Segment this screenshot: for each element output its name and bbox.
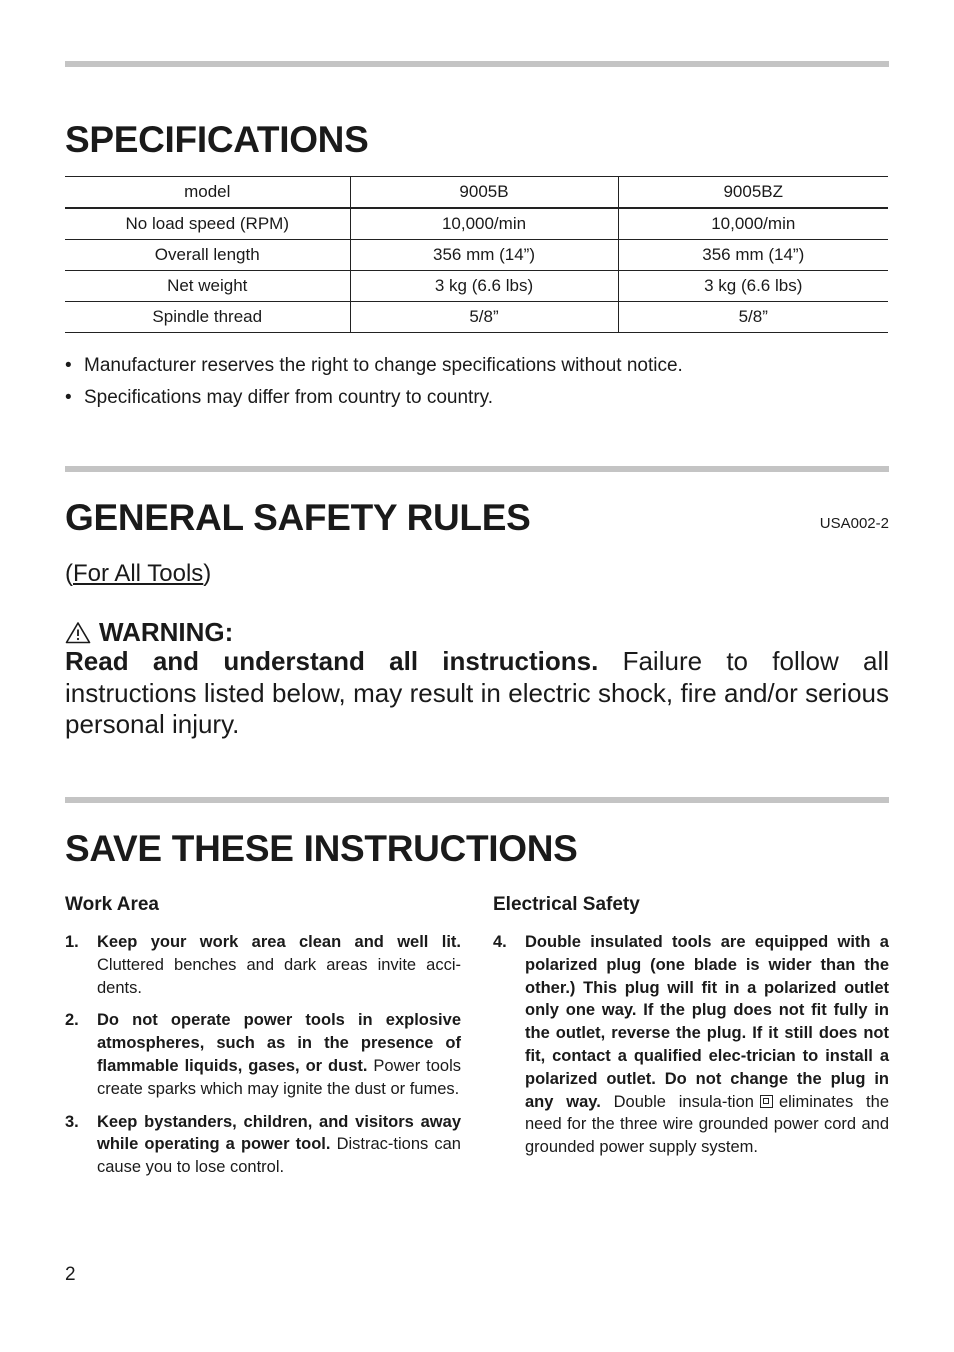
general-safety-subtitle [65, 560, 211, 588]
table-cell: 10,000/min [350, 208, 618, 240]
item-text [97, 931, 461, 999]
save-instructions-title: SAVE THESE INSTRUCTIONS [65, 828, 578, 869]
table-cell: 3 kg (6.6 lbs) [618, 271, 888, 302]
table-cell: Spindle thread [65, 302, 350, 333]
table-cell: 10,000/min [618, 208, 888, 240]
table-header-cell: model [65, 177, 350, 209]
table-row [65, 302, 888, 333]
work-area-column [65, 892, 461, 1189]
specifications-table [65, 176, 888, 333]
paren-close: ) [203, 560, 212, 587]
subtitle-text: For All Tools [73, 560, 204, 587]
section-divider [65, 797, 889, 803]
table-header-cell: 9005B [350, 177, 618, 209]
item-body-text: Distrac-tions can cause you to lose control. [97, 1135, 461, 1177]
list-item [65, 1111, 461, 1179]
table-cell: 5/8” [618, 302, 888, 333]
item-number: 2. [65, 1011, 79, 1030]
warning-text [65, 646, 889, 741]
page-number: 2 [65, 1264, 76, 1285]
warning-bold-text: Read and understand all instructions. [65, 646, 599, 676]
note-text: Manufacturer reserves the right to change specifications without notice. [84, 355, 683, 376]
work-area-heading: Work Area [65, 894, 159, 915]
list-item [65, 352, 889, 384]
warning-body-text: Failure to follow all instructions listed below, may result in electric shock, fire and/or serious personal injury. [65, 646, 889, 739]
list-item [65, 384, 889, 416]
item-body-text: Double insula-tion [600, 1092, 754, 1111]
item-bold-text: Do not operate power tools in explosive atmospheres, such as in the presence of flammable liquids, gases, or dust. [97, 1011, 461, 1075]
item-body-text: Power tools create sparks which may ignite the dust or fumes. [97, 1056, 461, 1098]
item-body-text: eliminates the need for the three wire grounded power cord and grounded power supply system. [525, 1092, 889, 1157]
table-cell: No load speed (RPM) [65, 208, 350, 240]
item-number: 4. [493, 933, 507, 951]
table-cell: 5/8” [350, 302, 618, 333]
item-text [97, 1009, 461, 1100]
double-insulation-icon [760, 1095, 773, 1108]
note-text: Specifications may differ from country to country. [84, 387, 494, 408]
item-bold-text: Keep bystanders, children, and visitors away while operating a power tool. [97, 1112, 461, 1154]
table-cell: 3 kg (6.6 lbs) [350, 271, 618, 302]
warning-label: WARNING: [99, 617, 234, 647]
paren-open: ( [65, 560, 73, 587]
item-number: 3. [65, 1112, 79, 1131]
warning-heading [65, 617, 233, 648]
table-header-row [65, 177, 888, 209]
electrical-safety-heading: Electrical Safety [493, 894, 640, 915]
item-text [525, 931, 889, 1159]
table-row [65, 240, 888, 271]
specifications-title: SPECIFICATIONS [65, 119, 369, 160]
item-number: 1. [65, 933, 79, 951]
item-body-text: Cluttered benches and dark areas invite acci-dents. [97, 955, 461, 997]
table-row [65, 271, 888, 302]
table-cell: Overall length [65, 240, 350, 271]
bullet-icon: • [65, 355, 72, 376]
section-divider [65, 61, 889, 67]
table-cell: 356 mm (14”) [618, 240, 888, 271]
list-item [65, 931, 461, 999]
document-code: USA002-2 [819, 515, 889, 532]
item-bold-text: Keep your work area clean and well lit. [97, 933, 461, 951]
table-header-cell: 9005BZ [618, 177, 888, 209]
warning-triangle-icon [65, 621, 91, 644]
electrical-safety-column [493, 892, 889, 1169]
list-item [65, 1009, 461, 1100]
item-text [97, 1111, 461, 1179]
bullet-icon: • [65, 387, 72, 408]
list-item [493, 931, 889, 1159]
specification-notes [65, 352, 889, 416]
table-cell: Net weight [65, 271, 350, 302]
section-divider [65, 466, 889, 472]
table-cell: 356 mm (14”) [350, 240, 618, 271]
general-safety-title: GENERAL SAFETY RULES [65, 497, 531, 538]
item-bold-text: Double insulated tools are equipped with a polarized plug (one blade is wider than the other.) This plug will fit in a polarized outlet only one way. If the plug does not fit fully in the outlet, reverse the plug. If it still does not fit, contact a qualified elec-trician to install a polarized outlet. Do not change the plug in any way. [525, 933, 889, 1111]
table-row [65, 208, 888, 240]
